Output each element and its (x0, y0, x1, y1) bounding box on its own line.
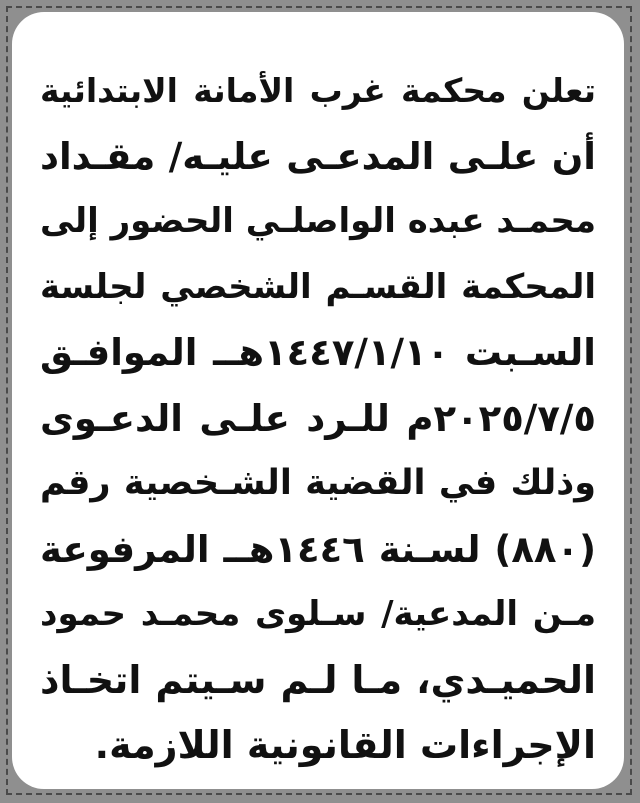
notice-card (12, 12, 624, 789)
court-notice-text (40, 58, 596, 779)
notice-line-4: المحكمة القسـم الشخصي لجلسة (40, 266, 596, 307)
notice-line-9: مـن المدعية/ سـلوى محمـد حمود (40, 594, 596, 634)
notice-line-8: (٨٨٠) لسـنة ١٤٤٦هــ المرفوعة (40, 527, 596, 571)
notice-line-7: وذلك في القضية الشـخصية رقم (40, 463, 596, 503)
notice-line-2: أن علـى المدعـى عليـه/ مقـداد (40, 134, 596, 178)
notice-line-10: الحميـدي، مـا لـم سـيتم اتخـاذ (40, 657, 596, 702)
notice-line-11: الإجراءات القانونية اللازمة. (94, 723, 596, 767)
notice-line-1: تعلن محكمة غرب الأمانة الابتدائية (40, 71, 596, 110)
notice-line-5: السـبت ١٤٤٧/١/١٠هــ الموافـق (40, 331, 596, 374)
notice-line-3: محمـد عبده الواصلـي الحضور إلى (39, 201, 596, 241)
notice-line-6: ٢٠٢٥/٧/٥م للـرد علـى الدعـوى (40, 396, 596, 440)
